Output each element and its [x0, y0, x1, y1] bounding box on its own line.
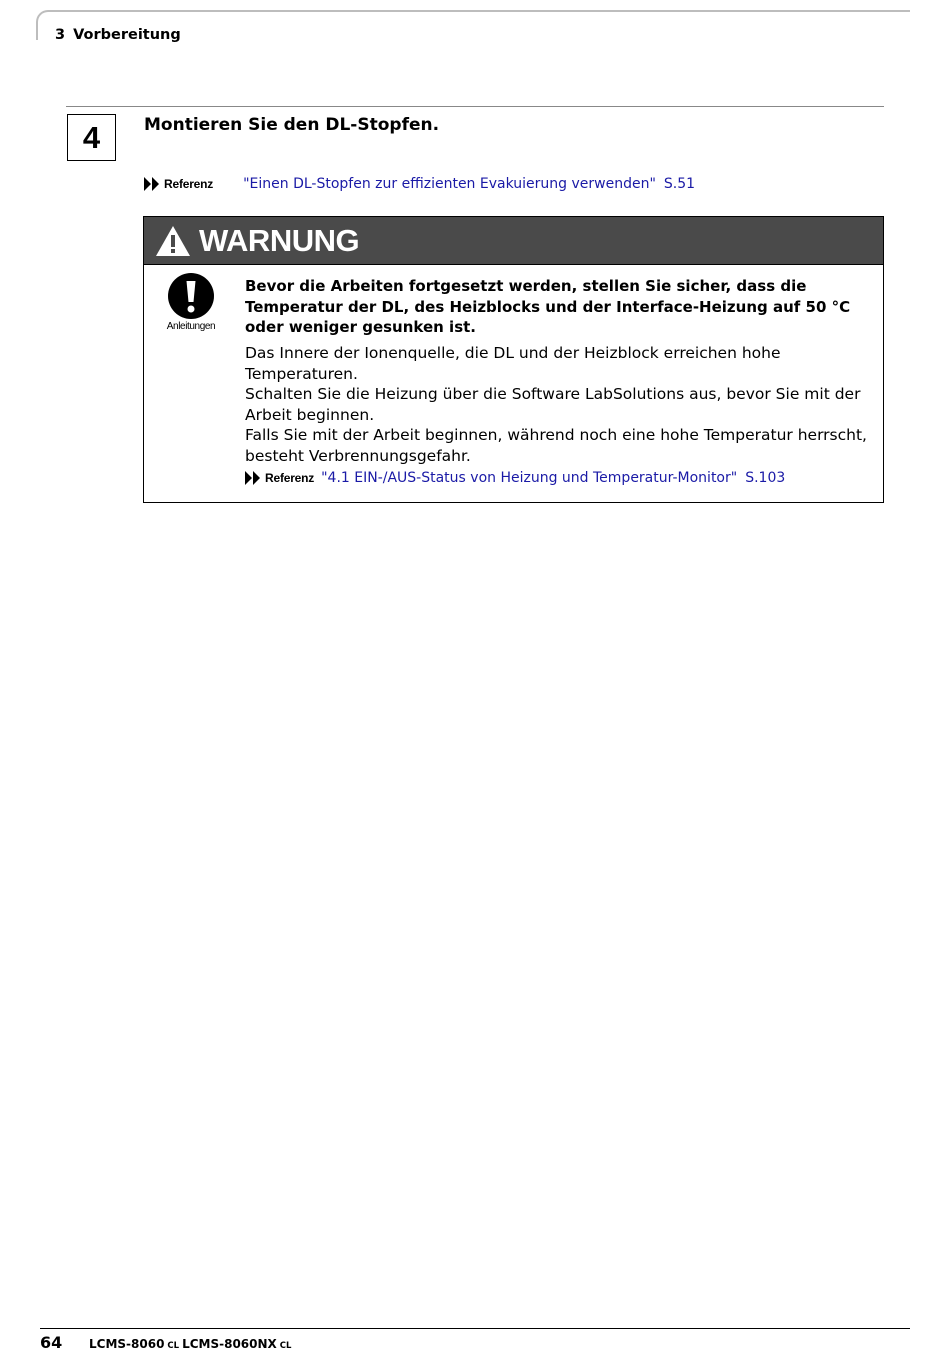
reference-page-link[interactable]: S.103 [745, 470, 786, 486]
model-suffix: CL [167, 1341, 180, 1351]
footer-model-names [89, 1337, 294, 1351]
reference-label: Referenz [164, 177, 214, 191]
step-number-box: 4 [67, 114, 116, 161]
warning-body [245, 343, 870, 466]
reference-label: Referenz [265, 471, 315, 485]
double-arrow-icon [144, 177, 160, 191]
step-divider [66, 106, 884, 107]
reference-link[interactable]: "4.1 EIN-/AUS-Status von Heizung und Temperatur-Monitor" [321, 470, 738, 486]
warning-title: WARNUNG [199, 222, 360, 258]
model-name: LCMS-8060NX [182, 1337, 277, 1351]
chapter-title: Vorbereitung [73, 27, 181, 43]
instruction-icon-label: Anleitungen [166, 321, 216, 332]
warning-header [144, 217, 883, 265]
chapter-number: 3 [55, 27, 66, 43]
model-suffix: CL [279, 1341, 292, 1351]
warning-paragraph: Das Innere der Ionenquelle, die DL und der Heizblock erreichen hohe Temperaturen. [245, 344, 781, 383]
step-title: Montieren Sie den DL-Stopfen. [144, 115, 440, 135]
chapter-header [55, 27, 181, 43]
double-arrow-icon [245, 471, 261, 485]
warning-reference-row [245, 470, 785, 486]
footer-page-number: 64 [40, 1333, 63, 1352]
warning-paragraph: Falls Sie mit der Arbeit beginnen, während noch eine hohe Temperatur herrscht, besteht Verbrennungsgefahr. [245, 426, 867, 465]
warning-triangle-icon [155, 225, 191, 257]
reference-link[interactable]: "Einen DL-Stopfen zur effizienten Evakuierung verwenden" [243, 176, 656, 192]
reference-page-link[interactable]: S.51 [663, 176, 696, 192]
model-name: LCMS-8060 [89, 1337, 165, 1351]
warning-box [143, 216, 884, 503]
mandatory-instruction-icon [167, 272, 215, 320]
warning-bold-text: Bevor die Arbeiten fortgesetzt werden, stellen Sie sicher, dass die Temperatur der DL, des Heizblocks und der Interface-Heizung auf 50 °C oder weniger gesunken ist. [245, 277, 851, 336]
reference-row [144, 176, 695, 192]
warning-paragraph: Schalten Sie die Heizung über die Software LabSolutions aus, bevor Sie mit der Arbeit beginnen. [245, 385, 861, 424]
footer-divider [40, 1328, 910, 1329]
